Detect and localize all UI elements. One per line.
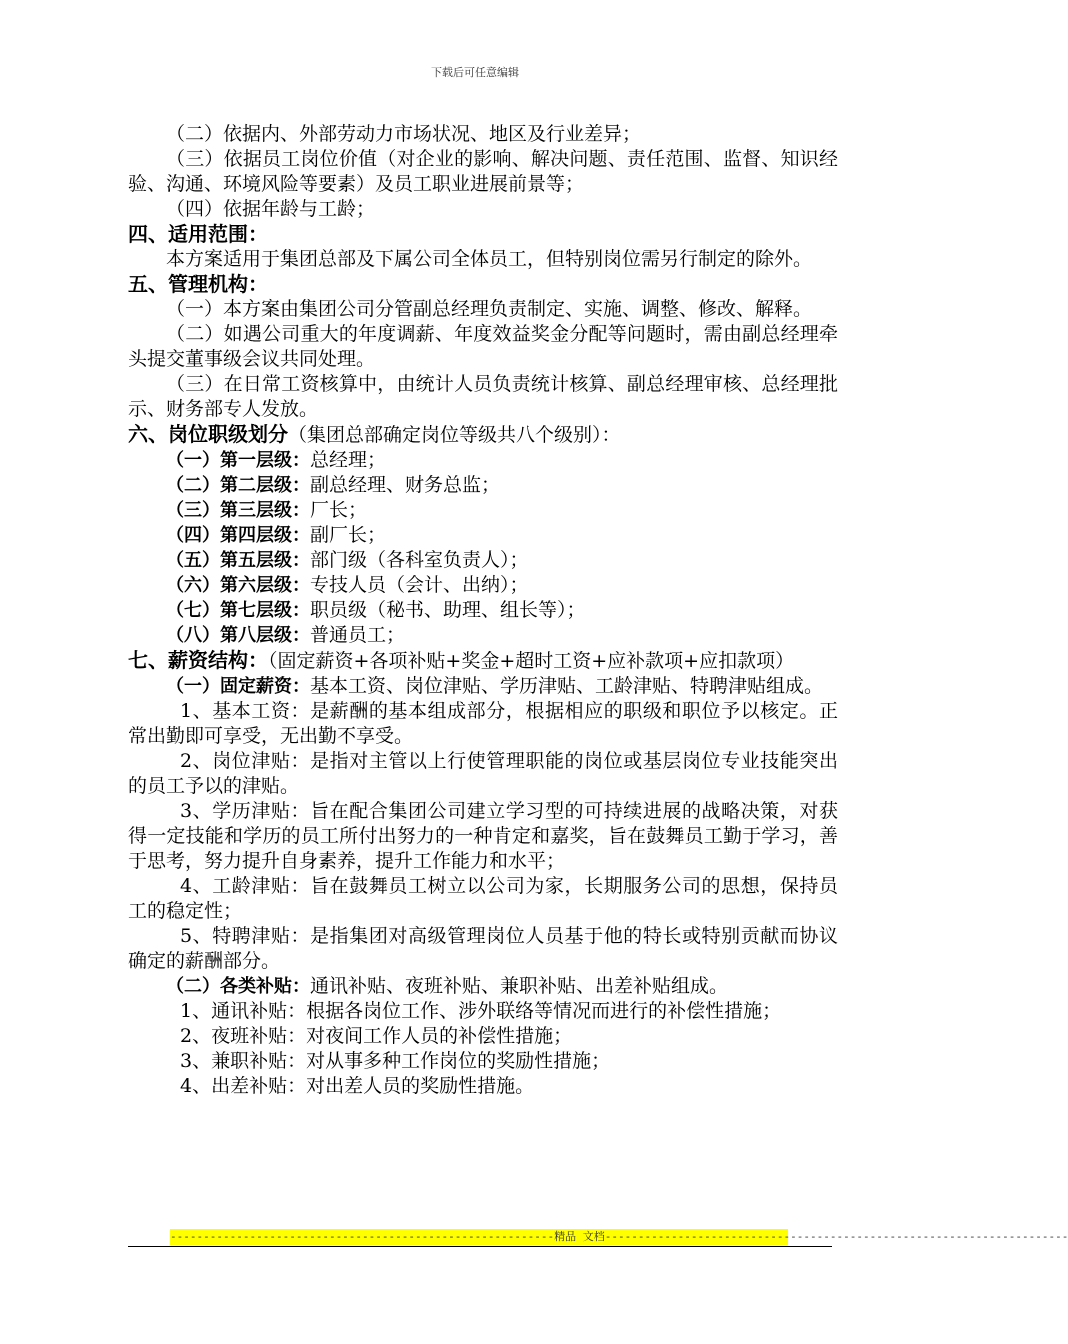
level-item xyxy=(128,473,838,498)
level-text: 专技人员（会计、出纳）； xyxy=(310,574,529,596)
paragraph: 本方案适用于集团总部及下属公司全体员工，但特别岗位需另行制定的除外。 xyxy=(166,248,813,270)
level-item xyxy=(128,598,838,623)
level-label: （一）第一层级： xyxy=(166,450,310,471)
section-title: 七、薪资结构： xyxy=(128,648,268,672)
section-note: （集团总部确定岗位等级共八个级别）： xyxy=(288,424,621,446)
paragraph: （二）如遇公司重大的年度调薪、年度效益奖金分配等问题时，需由副总经理牵头提交董事级会议共同处理。 xyxy=(128,323,838,370)
section-heading-6 xyxy=(128,422,838,448)
subsection-label: （二）各类补贴： xyxy=(166,976,310,997)
level-item xyxy=(128,498,838,523)
subsection-fixed-salary xyxy=(128,674,838,699)
paragraph: （二）依据内、外部劳动力市场状况、地区及行业差异； xyxy=(166,123,642,145)
subsection-allowances xyxy=(128,974,838,999)
section-heading-4: 四、适用范围： xyxy=(128,222,268,246)
level-label: （六）第六层级： xyxy=(166,575,310,596)
paragraph: 3、兼职补贴：对从事多种工作岗位的奖励性措施； xyxy=(180,1050,611,1072)
paragraph: （一）本方案由集团公司分管副总经理负责制定、实施、调整、修改、解释。 xyxy=(166,298,813,320)
paragraph: 4、工龄津贴：旨在鼓舞员工树立以公司为家，长期服务公司的思想，保持员工的稳定性； xyxy=(128,875,838,922)
page-header: 下载后可任意编辑 xyxy=(431,66,519,79)
footer-rule xyxy=(128,1246,832,1247)
section-title: 六、岗位职级划分 xyxy=(128,422,288,446)
footer-banner xyxy=(170,1229,1068,1245)
level-text: 部门级（各科室负责人）； xyxy=(310,549,529,571)
section-heading-7 xyxy=(128,648,838,674)
level-item xyxy=(128,448,838,473)
level-list xyxy=(128,448,838,648)
paragraph: （三）在日常工资核算中，由统计人员负责统计核算、副总经理审核、总经理批示、财务部专人发放。 xyxy=(128,373,838,420)
level-text: 厂长； xyxy=(310,499,368,521)
level-label: （八）第八层级： xyxy=(166,625,310,646)
level-label: （四）第四层级： xyxy=(166,525,310,546)
subsection-label: （一）固定薪资： xyxy=(166,676,310,697)
paragraph: 3、学历津贴：旨在配合集团公司建立学习型的可持续进展的战略决策，对获得一定技能和学历的员工所付出努力的一种肯定和嘉奖，旨在鼓舞员工勤于学习，善于思考，努力提升自身素养，提升工作能力和水平； xyxy=(128,800,838,872)
level-text: 副厂长； xyxy=(310,524,387,546)
level-text: 总经理； xyxy=(310,449,387,471)
footer-dashes-right: ---------------------------------------------------------------------- xyxy=(604,1230,1068,1243)
paragraph: 1、通讯补贴：根据各岗位工作、涉外联络等情况而进行的补偿性措施； xyxy=(180,1000,782,1022)
footer-dashes-left: ---------------------------------------------------------- xyxy=(170,1230,555,1243)
paragraph: 5、特聘津贴：是指集团对高级管理岗位人员基于他的特长或特别贡献而协议确定的薪酬部分。 xyxy=(128,925,838,972)
document-body xyxy=(128,122,838,1099)
level-item xyxy=(128,548,838,573)
level-label: （三）第三层级： xyxy=(166,500,310,521)
paragraph: 2、岗位津贴：是指对主管以上行使管理职能的岗位或基层岗位专业技能突出的员工予以的津贴。 xyxy=(128,750,838,797)
level-label: （二）第二层级： xyxy=(166,475,310,496)
level-item xyxy=(128,523,838,548)
paragraph: （三）依据员工岗位价值（对企业的影响、解决问题、责任范围、监督、知识经验、沟通、环境风险等要素）及员工职业进展前景等； xyxy=(128,148,838,195)
footer-text: 精品 文档 xyxy=(554,1230,605,1243)
level-label: （五）第五层级： xyxy=(166,550,310,571)
paragraph: 1、基本工资：是薪酬的基本组成部分，根据相应的职级和职位予以核定。正常出勤即可享受，无出勤不享受。 xyxy=(128,700,838,747)
subsection-text: 通讯补贴、夜班补贴、兼职补贴、出差补贴组成。 xyxy=(310,975,729,997)
level-label: （七）第七层级： xyxy=(166,600,310,621)
level-text: 副总经理、财务总监； xyxy=(310,474,501,496)
section-note: （固定薪资+各项补贴+奖金+超时工资+应补款项+应扣款项） xyxy=(268,650,795,672)
paragraph: 2、夜班补贴：对夜间工作人员的补偿性措施； xyxy=(180,1025,573,1047)
section-heading-5: 五、管理机构： xyxy=(128,272,268,296)
level-item xyxy=(128,623,838,648)
paragraph: 4、出差补贴：对出差人员的奖励性措施。 xyxy=(180,1075,535,1097)
subsection-text: 基本工资、岗位津贴、学历津贴、工龄津贴、特聘津贴组成。 xyxy=(310,675,824,697)
level-item xyxy=(128,573,838,598)
level-text: 普通员工； xyxy=(310,624,406,646)
level-text: 职员级（秘书、助理、组长等）； xyxy=(310,599,586,621)
paragraph: （四）依据年龄与工龄； xyxy=(166,198,376,220)
